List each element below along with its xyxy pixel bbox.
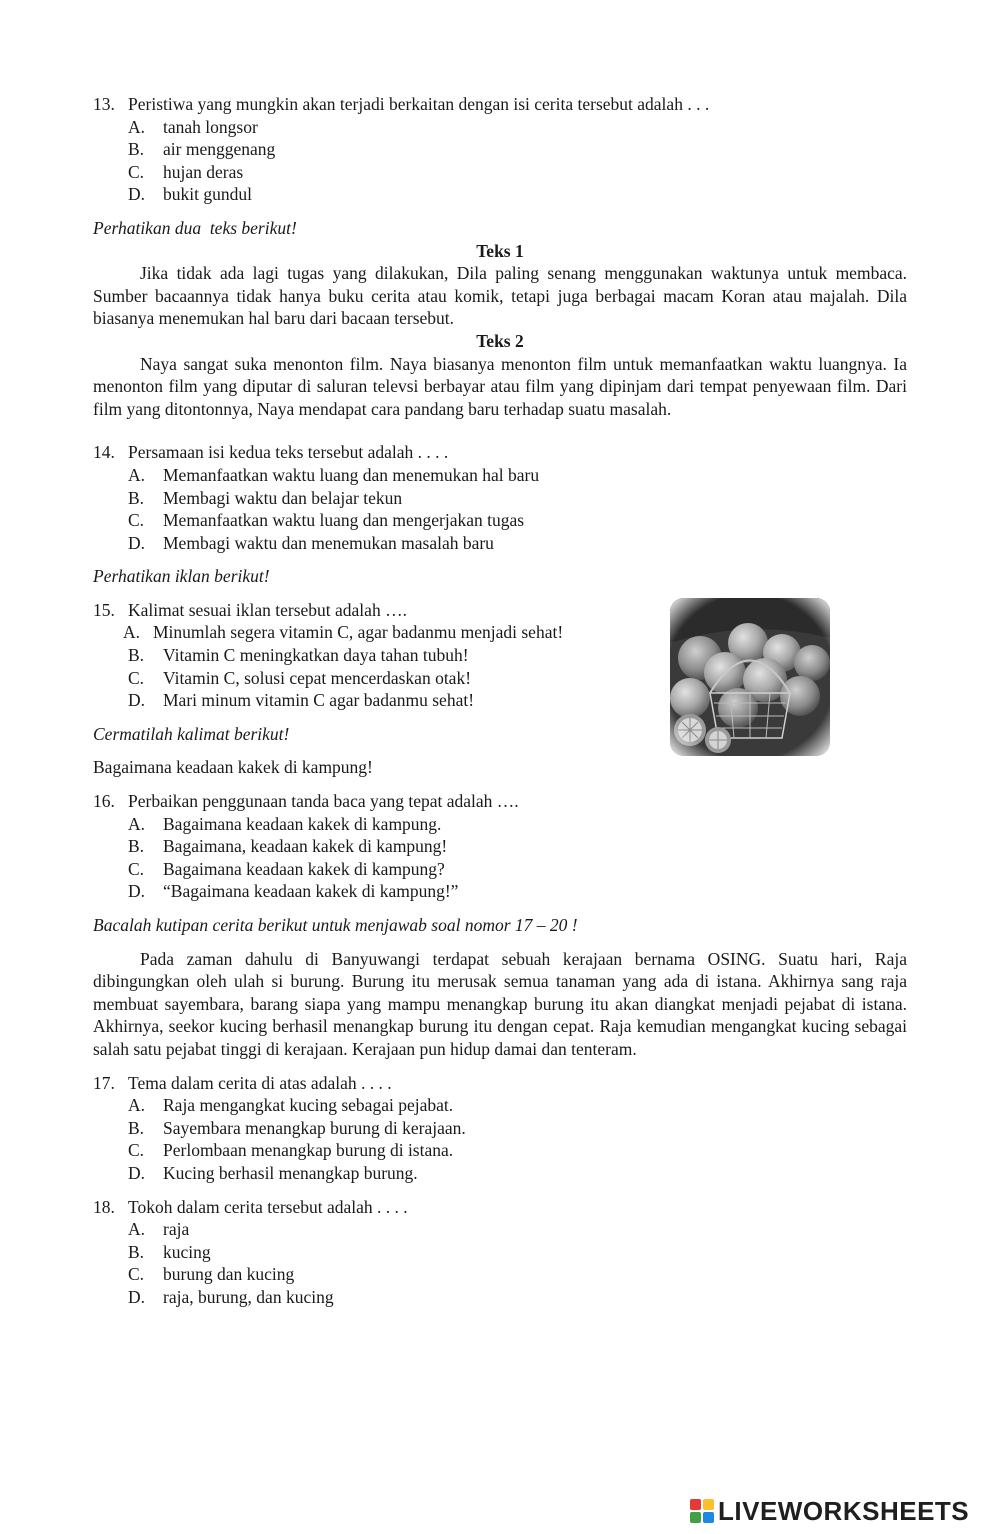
option-16-b[interactable] bbox=[93, 835, 907, 858]
question-13 bbox=[93, 93, 907, 116]
option-letter: B. bbox=[128, 487, 145, 508]
option-letter: D. bbox=[128, 1286, 146, 1307]
option-text: Minumlah segera vitamin C, agar badanmu menjadi sehat! bbox=[153, 622, 564, 643]
option-letter: C. bbox=[128, 667, 145, 688]
option-text: Mari minum vitamin C agar badanmu sehat! bbox=[163, 690, 475, 711]
option-17-a[interactable] bbox=[93, 1094, 907, 1117]
option-letter: B. bbox=[128, 139, 145, 160]
option-14-a[interactable] bbox=[93, 464, 907, 487]
story-text: Pada zaman dahulu di Banyuwangi terdapat sebuah kerajaan bernama OSING. Suatu hari, Raja dibingungkan oleh ulah si burung. Burung itu merusak semua tanaman yang ada di istana. Akhirnya sang raja membuat sayembara, barang siapa yang mampu menangkap burung itu akan diangkat menjadi pejabat di istana. Akhirnya, seekor kucing berhasil menangkap burung itu dengan cepat. Raja kemudian mengangkat kucing sebagai salah satu pejabat tinggi di kerajaan. Kerajaan pun hidup damai dan tenteram. bbox=[93, 948, 907, 1059]
option-letter: B. bbox=[128, 645, 145, 666]
teks2-body: Naya sangat suka menonton film. Naya biasanya menonton film untuk memanfaatkan waktu luangnya. Ia menonton film yang diputar di saluran televsi berbayar atau film yang dipinjam dari tempat penyewaan film. Dari film yang ditontonnya, Naya mendapat cara pandang baru terhadap suatu masalah. bbox=[93, 353, 907, 419]
question-number: 14. bbox=[93, 442, 115, 463]
question-14 bbox=[93, 441, 907, 464]
option-17-b[interactable] bbox=[93, 1117, 907, 1140]
option-16-c[interactable] bbox=[93, 858, 907, 881]
instruction-sentence: Cermatilah kalimat berikut! bbox=[93, 723, 290, 744]
option-18-a[interactable] bbox=[93, 1218, 907, 1241]
option-text: Vitamin C meningkatkan daya tahan tubuh! bbox=[163, 645, 469, 666]
option-text: “Bagaimana keadaan kakek di kampung!” bbox=[163, 881, 459, 902]
brand-name: LIVEWORKSHEETS bbox=[718, 1495, 970, 1526]
option-text: Kucing berhasil menangkap burung. bbox=[163, 1162, 418, 1183]
question-text: Peristiwa yang mungkin akan terjadi berkaitan dengan isi cerita tersebut adalah . . . bbox=[128, 94, 710, 114]
option-14-c[interactable] bbox=[93, 509, 907, 532]
question-text: Tokoh dalam cerita tersebut adalah . . . . bbox=[128, 1196, 408, 1217]
option-letter: A. bbox=[128, 1219, 146, 1240]
option-text: Bagaimana keadaan kakek di kampung? bbox=[163, 858, 445, 879]
option-text: raja, burung, dan kucing bbox=[163, 1286, 334, 1307]
logo-square-icon bbox=[703, 1499, 714, 1510]
teks1-body: Jika tidak ada lagi tugas yang dilakukan, Dila paling senang menggunakan waktunya untuk membaca. Sumber bacaannya tidak hanya buku cerita atau komik, tetapi juga berbagai macam Koran atau majalah. Dila biasanya menemukan hal baru dari bacaan tersebut. bbox=[93, 263, 907, 329]
instruction-ad: Perhatikan iklan berikut! bbox=[93, 566, 270, 587]
liveworksheets-logo bbox=[690, 1494, 969, 1528]
logo-square-icon bbox=[690, 1499, 701, 1510]
option-16-a[interactable] bbox=[93, 813, 907, 836]
question-18 bbox=[93, 1196, 907, 1219]
option-letter: B. bbox=[128, 836, 145, 857]
option-letter: D. bbox=[128, 532, 146, 553]
option-text: Bagaimana keadaan kakek di kampung. bbox=[163, 813, 442, 834]
option-14-b[interactable] bbox=[93, 487, 907, 510]
option-text: air menggenang bbox=[163, 139, 276, 160]
option-letter: C. bbox=[128, 1264, 145, 1285]
option-letter: B. bbox=[128, 1117, 145, 1138]
question-text: Tema dalam cerita di atas adalah . . . . bbox=[128, 1072, 392, 1093]
option-text: hujan deras bbox=[163, 161, 244, 182]
question-16 bbox=[93, 790, 907, 813]
option-13-b[interactable] bbox=[93, 138, 907, 161]
option-text: kucing bbox=[163, 1241, 211, 1262]
option-letter: B. bbox=[128, 1241, 145, 1262]
option-13-d[interactable] bbox=[93, 183, 907, 206]
option-13-c[interactable] bbox=[93, 161, 907, 184]
option-text: Membagi waktu dan menemukan masalah baru bbox=[163, 532, 494, 553]
option-letter: D. bbox=[128, 184, 146, 205]
option-text: raja bbox=[163, 1219, 190, 1240]
question-17 bbox=[93, 1072, 907, 1095]
option-text: Membagi waktu dan belajar tekun bbox=[163, 487, 403, 508]
option-letter: C. bbox=[128, 161, 145, 182]
option-13-a[interactable] bbox=[93, 116, 907, 139]
question-number: 16. bbox=[93, 791, 115, 812]
option-14-d[interactable] bbox=[93, 532, 907, 555]
logo-square-icon bbox=[703, 1512, 714, 1523]
instruction-story: Bacalah kutipan cerita berikut untuk menjawab soal nomor 17 – 20 ! bbox=[93, 915, 578, 935]
option-text: bukit gundul bbox=[163, 184, 252, 205]
brand-icon bbox=[690, 1499, 714, 1523]
option-letter: D. bbox=[128, 690, 146, 711]
option-letter: A. bbox=[128, 1095, 146, 1116]
option-letter: C. bbox=[128, 510, 145, 531]
teks1-title: Teks 1 bbox=[476, 240, 524, 261]
question-number: 18. bbox=[93, 1196, 115, 1217]
question-number: 17. bbox=[93, 1072, 115, 1093]
option-letter: A. bbox=[123, 622, 141, 643]
option-18-d[interactable] bbox=[93, 1286, 907, 1309]
option-text: Vitamin C, solusi cepat mencerdaskan otak! bbox=[163, 667, 472, 688]
option-letter: A. bbox=[128, 464, 146, 485]
option-text: Memanfaatkan waktu luang dan mengerjakan tugas bbox=[163, 510, 525, 531]
option-text: Memanfaatkan waktu luang dan menemukan hal baru bbox=[163, 464, 540, 485]
option-letter: A. bbox=[128, 813, 146, 834]
option-text: Raja mengangkat kucing sebagai pejabat. bbox=[163, 1095, 454, 1116]
sentence: Bagaimana keadaan kakek di kampung! bbox=[93, 757, 373, 778]
question-text: Persamaan isi kedua teks tersebut adalah . . . . bbox=[128, 442, 449, 463]
option-text: tanah longsor bbox=[163, 116, 258, 137]
option-17-c[interactable] bbox=[93, 1139, 907, 1162]
option-17-d[interactable] bbox=[93, 1162, 907, 1185]
option-16-d[interactable] bbox=[93, 880, 907, 903]
instruction-two-texts: Perhatikan dua teks berikut! bbox=[93, 217, 297, 238]
question-number: 15. bbox=[93, 599, 115, 620]
logo-square-icon bbox=[690, 1512, 701, 1523]
option-18-c[interactable] bbox=[93, 1263, 907, 1286]
option-letter: A. bbox=[128, 116, 146, 137]
option-text: Bagaimana, keadaan kakek di kampung! bbox=[163, 836, 448, 857]
question-number: 13. bbox=[93, 94, 115, 114]
option-text: burung dan kucing bbox=[163, 1264, 295, 1285]
question-text: Perbaikan penggunaan tanda baca yang tepat adalah …. bbox=[128, 791, 519, 812]
option-letter: C. bbox=[128, 858, 145, 879]
orange-ad-image bbox=[670, 598, 830, 756]
question-text: Kalimat sesuai iklan tersebut adalah …. bbox=[128, 599, 407, 620]
option-letter: D. bbox=[128, 1162, 146, 1183]
option-text: Sayembara menangkap burung di kerajaan. bbox=[163, 1117, 466, 1138]
oranges-photo bbox=[670, 598, 830, 756]
teks2-title: Teks 2 bbox=[476, 330, 524, 351]
option-letter: C. bbox=[128, 1140, 145, 1161]
option-18-b[interactable] bbox=[93, 1241, 907, 1264]
option-text: Perlombaan menangkap burung di istana. bbox=[163, 1140, 454, 1161]
option-letter: D. bbox=[128, 881, 146, 902]
